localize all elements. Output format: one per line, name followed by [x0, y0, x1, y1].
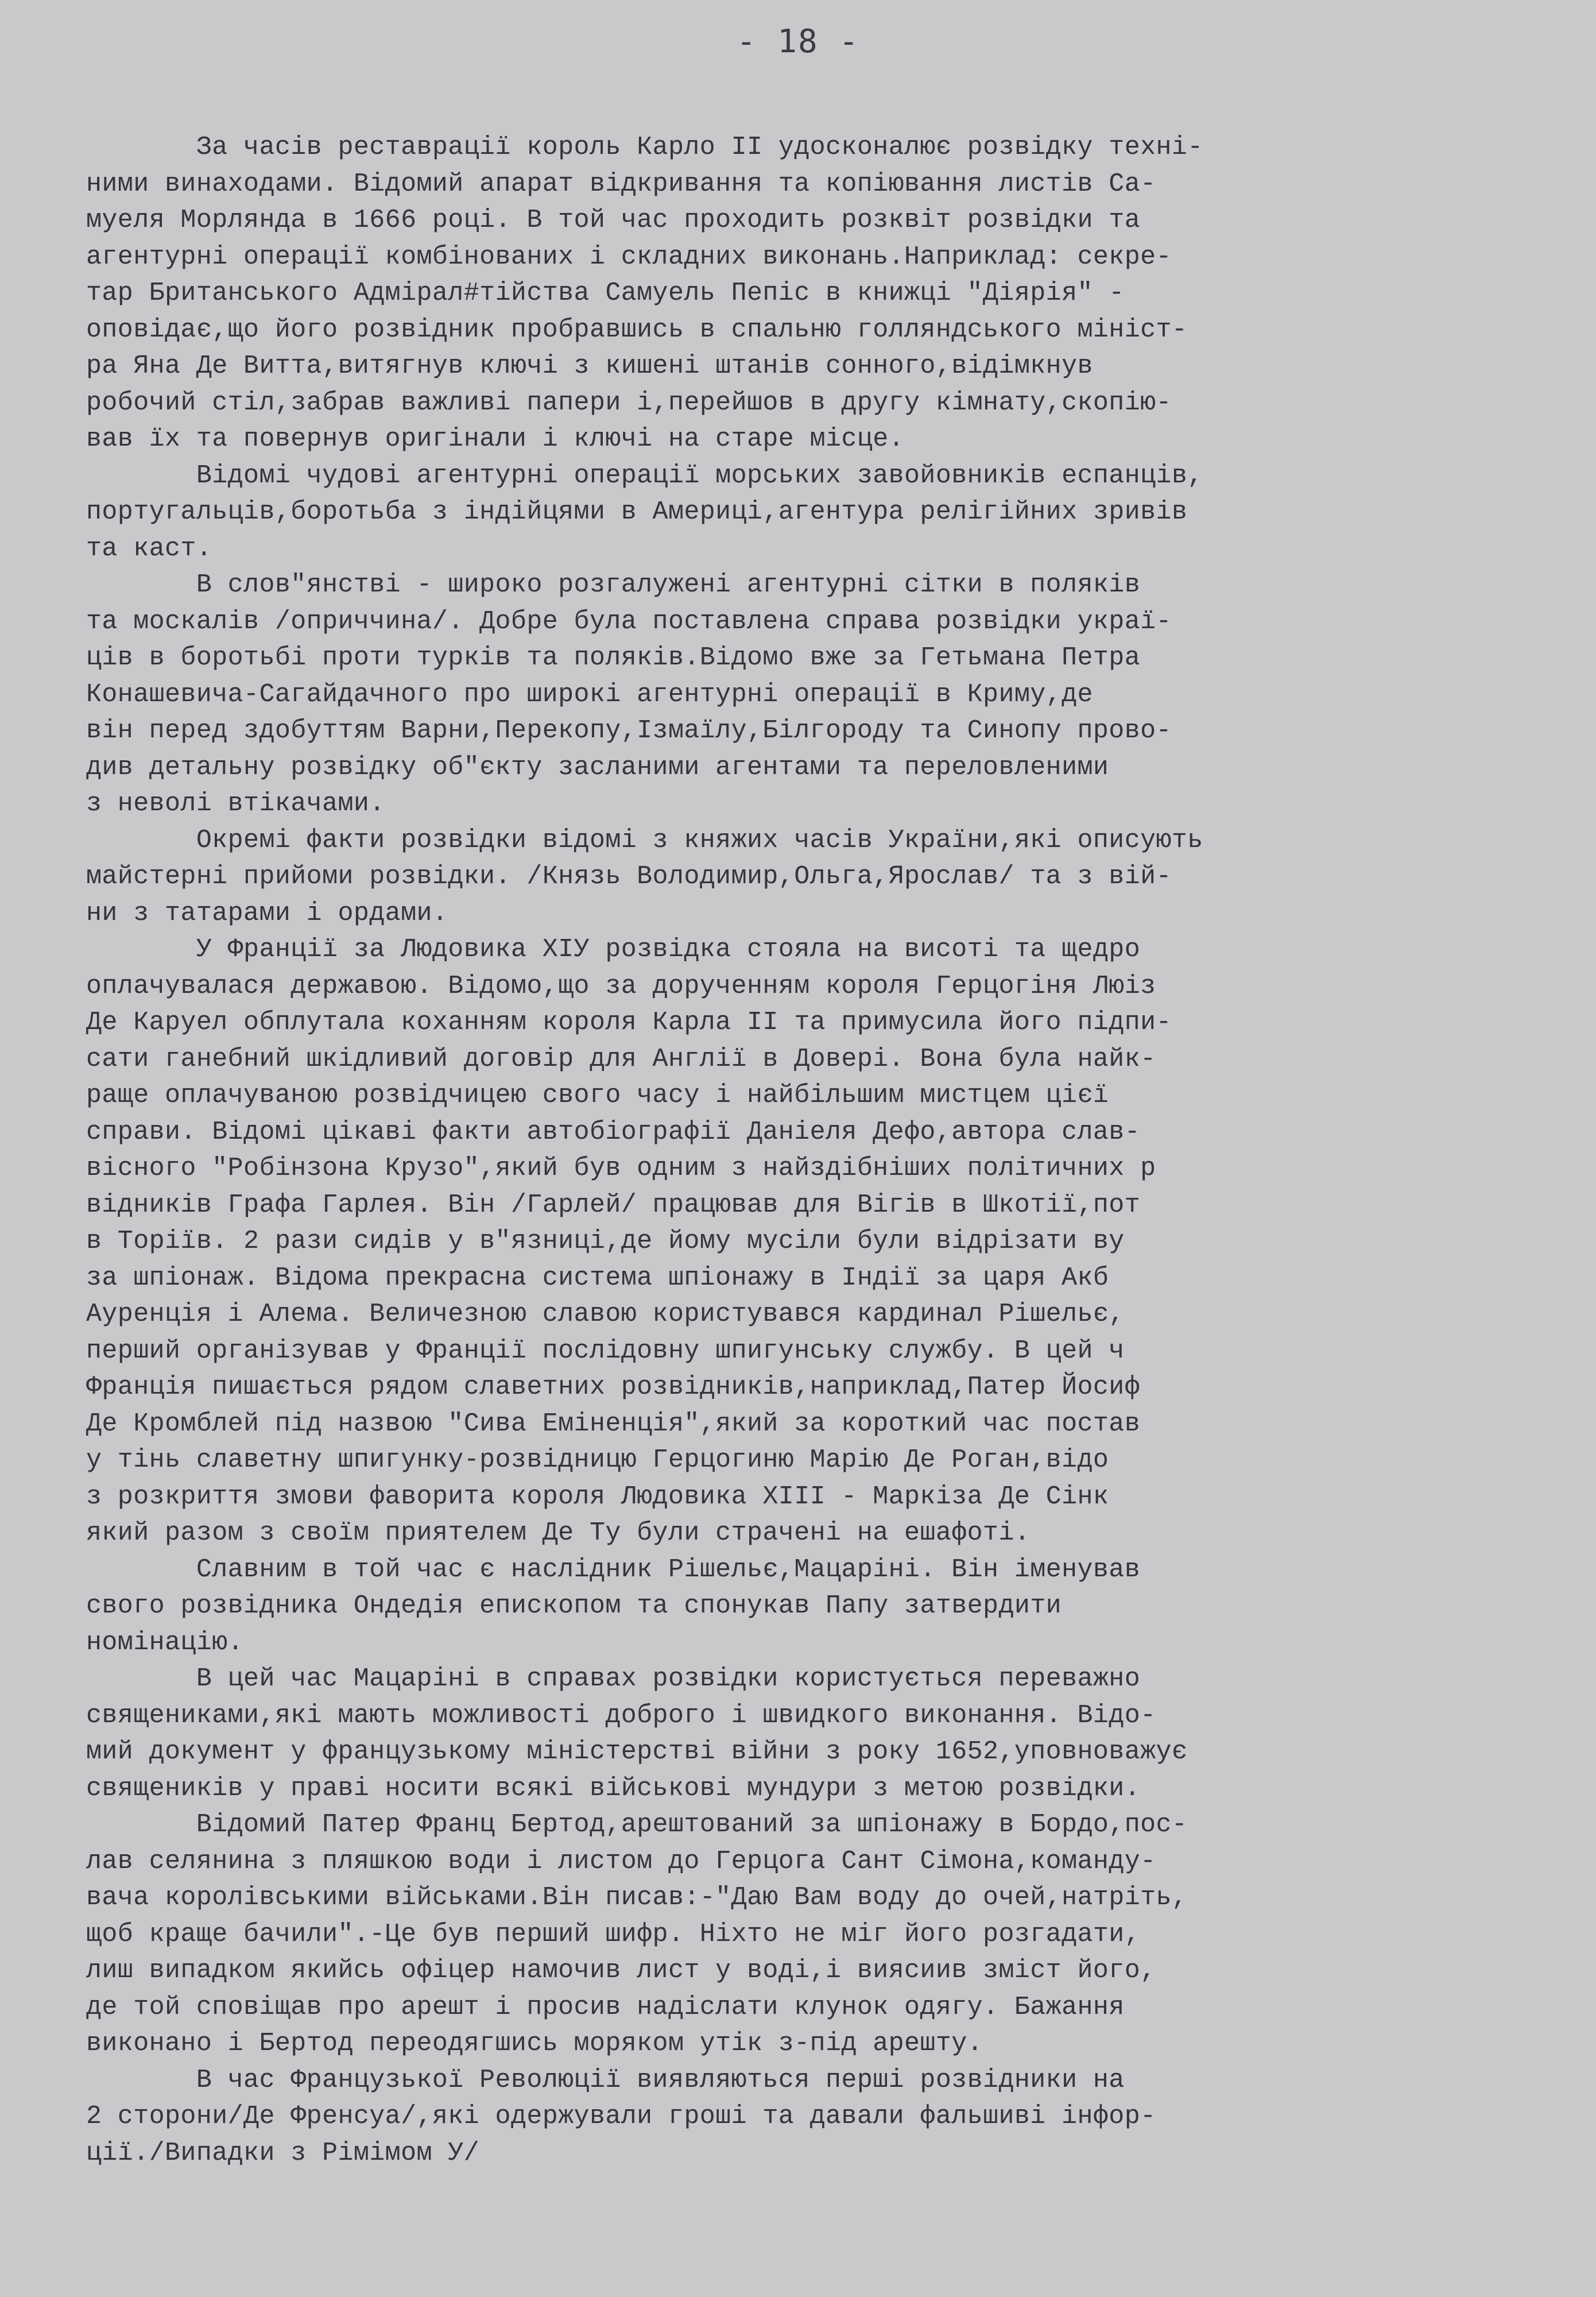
text-line: раще оплачуваною розвідчицею свого часу і найбільшим мистцем цієї — [86, 1081, 1109, 1110]
text-line: В цей час Мацаріні в справах розвідки користується переважно — [86, 1664, 1141, 1693]
text-line: ції./Випадки з Рімімом У/ — [86, 2138, 480, 2168]
text-line: робочий стіл,забрав важливі папери і,перейшов в другу кімнату,скопію- — [86, 388, 1172, 417]
text-line: Де Каруел обплутала коханням короля Карла II та примусила його підпи- — [86, 1008, 1172, 1037]
body-text — [86, 129, 1516, 2171]
text-line: ними винаходами. Відомий апарат відкривання та копіювання листів Са- — [86, 169, 1156, 199]
text-line: ців в боротьбі проти турків та поляків.Відомо вже за Гетьмана Петра — [86, 643, 1141, 672]
text-line: Славним в той час є наслідник Рішельє,Мацаріні. Він іменував — [86, 1554, 1141, 1584]
text-line: виконано і Бертод переодягшись моряком утік з-під арешту. — [86, 2029, 983, 2058]
text-line: Ауренція і Алема. Величезною славою користувався кардинал Рішельє, — [86, 1300, 1125, 1329]
text-line: Окремі факти розвідки відомі з княжих часів України,які описують — [86, 825, 1203, 855]
text-line: з розкриття змови фаворита короля Людовика XIII - Маркіза Де Сінк — [86, 1482, 1109, 1511]
text-line: священиками,які мають можливості доброго і швидкого виконання. Відо- — [86, 1700, 1156, 1730]
text-line: У Франції за Людовика XIУ розвідка стояла на висоті та щедро — [86, 935, 1141, 964]
text-line: номінацію. — [86, 1627, 244, 1657]
text-line: вача королівськими військами.Він писав:-"Даю Вам воду до очей,натріть, — [86, 1883, 1188, 1912]
text-line: щоб краще бачили".-Це був перший шифр. Ніхто не міг його розгадати, — [86, 1919, 1141, 1949]
text-line: та каст. — [86, 533, 212, 563]
text-line: агентурні операції комбінованих і складних виконань.Наприклад: секре- — [86, 242, 1172, 272]
text-line: 2 сторони/Де Френсуа/,які одержували гроші та давали фальшиві інфор- — [86, 2102, 1156, 2131]
text-line: лав селянина з пляшкою води і листом до Герцога Сант Сімона,команду- — [86, 1846, 1156, 1876]
text-line: Франція пишається рядом славетних розвідників,наприклад,Патер Йосиф — [86, 1372, 1141, 1402]
text-line: в Торіїв. 2 рази сидів у в"язниці,де йому мусіли були відрізати ву — [86, 1227, 1125, 1256]
text-line: ра Яна Де Витта,витягнув ключі з кишені штанів сонного,відімкнув — [86, 351, 1093, 381]
text-line: мий документ у французькому міністерстві війни з року 1652,уповноважує — [86, 1737, 1188, 1766]
text-line: муеля Морлянда в 1666 році. В той час проходить розквіт розвідки та — [86, 206, 1141, 235]
text-line: лиш випадком якийсь офіцер намочив лист у воді,і виясиив зміст його, — [86, 1956, 1156, 1985]
text-line: справи. Відомі цікаві факти автобіографії Даніеля Дефо,автора слав- — [86, 1117, 1141, 1147]
text-line: оплачувалася державою. Відомо,що за дорученням короля Герцогіня Люіз — [86, 971, 1156, 1001]
text-line: сати ганебний шкідливий договір для Англії в Довері. Вона була найк- — [86, 1044, 1156, 1074]
text-line: відників Графа Гарлея. Він /Гарлей/ працював для Вігів в Шкотії,пот — [86, 1190, 1141, 1220]
text-line: та москалів /оприччина/. Добре була поставлена справа розвідки украї- — [86, 606, 1172, 636]
text-line: з неволі втікачами. — [86, 789, 385, 818]
page-number: - 18 - — [736, 23, 860, 60]
text-line: за шпіонаж. Відома прекрасна система шпіонажу в Індії за царя Акб — [86, 1263, 1109, 1293]
text-line: ни з татарами і ордами. — [86, 898, 448, 928]
text-line: див детальну розвідку об"єкту засланими агентами та переловленими — [86, 752, 1109, 782]
text-line: тар Британського Адмірал#тійства Самуель Пепіс в книжці "Діярія" - — [86, 279, 1125, 308]
text-line: майстерні прийоми розвідки. /Князь Володимир,Ольга,Ярослав/ та з вій- — [86, 862, 1172, 891]
text-line: За часів реставрації король Карло II удосконалює розвідку техні- — [86, 133, 1203, 162]
text-line: В час Французької Революції виявляються перші розвідники на — [86, 2065, 1125, 2095]
text-line: вав їх та повернув оригінали і ключі на старе місце. — [86, 424, 905, 454]
text-line: оповідає,що його розвідник пробравшись в спальню голляндського мініст- — [86, 315, 1188, 345]
text-line: Відомі чудові агентурні операції морських завойовників еспанців, — [86, 461, 1203, 490]
text-line: який разом з своїм приятелем Де Ту були страчені на ешафоті. — [86, 1518, 1031, 1548]
text-line: вісного "Робінзона Крузо",який був одним з найздібніших політичних р — [86, 1154, 1156, 1183]
text-line: свого розвідника Ондедія епископом та спонукав Папу затвердити — [86, 1591, 1062, 1621]
text-line: португальців,боротьба з індійцями в Америці,агентура релігійних зривів — [86, 497, 1188, 527]
text-line: священиків у праві носити всякі військові мундури з метою розвідки. — [86, 1773, 1141, 1803]
text-line: В слов"янстві - широко розгалужені агентурні сітки в поляків — [86, 570, 1141, 600]
text-line: де той сповіщав про арешт і просив надіслати клунок одягу. Бажання — [86, 1992, 1125, 2022]
text-line: у тінь славетну шпигунку-розвідницю Герцогиню Марію Де Роган,відо — [86, 1445, 1109, 1475]
text-line: Конашевича-Сагайдачного про широкі агентурні операції в Криму,де — [86, 679, 1093, 709]
text-line: перший організував у Франції послідовну шпигунську службу. В цей ч — [86, 1336, 1125, 1366]
text-line: Відомий Патер Франц Бертод,арештований за шпіонажу в Бордо,пос- — [86, 1810, 1188, 1839]
text-line: він перед здобуттям Варни,Перекопу,Ізмаїлу,Білгороду та Синопу прово- — [86, 716, 1172, 745]
text-line: Де Кромблей під назвою "Сива Еміненція",який за короткий час постав — [86, 1409, 1141, 1438]
